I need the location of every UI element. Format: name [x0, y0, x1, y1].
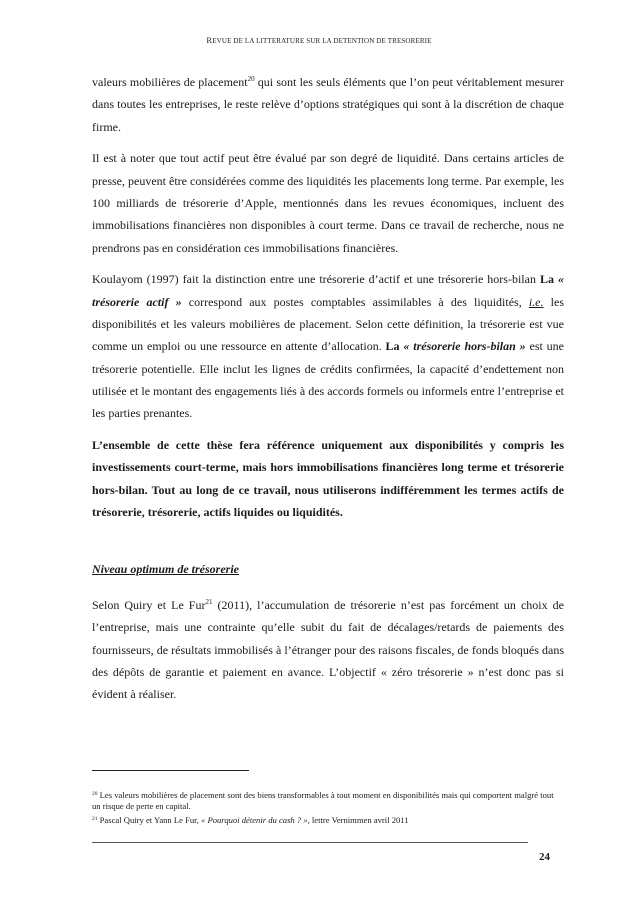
running-header: [0, 35, 638, 45]
footer-rule: [92, 842, 528, 843]
p3-text-d: est une trésorerie potentielle. Elle inclut les lignes de crédits confirmées, la capacité d’endettement non utilisée et le montant des engagements liés à des accords formels ou informels entre l’entreprise et les parties prenantes.: [92, 339, 565, 421]
running-header-initial: R: [206, 35, 213, 45]
footnote-21: [92, 815, 564, 826]
paragraph-1: [92, 71, 564, 138]
section-title: Niveau optimum de trésorerie: [92, 562, 239, 576]
term-tresorerie-actif: « trésorerie actif »: [92, 272, 564, 309]
body-text: [92, 71, 564, 523]
paragraph-5: [92, 594, 564, 705]
paragraph-2: Il est à noter que tout actif peut être évalué par son degré de liquidité. Dans certains articles de presse, peuvent être considérées comme des liquidités les placements long terme. Par exemple, les 100 milliards de trésorerie d’Apple, mentionnés dans les revues économiques, incluent des immobilisations financières non disponibles à court terme. Dans ce travail de recherche, nous ne prendrons pas en considération ces immobilisations financières.: [92, 151, 564, 255]
p3-text-c: les disponibilités et les valeurs mobilières de placement. Selon cette définition, la trésorerie est vue comme un emploi ou une ressource en attente d’allocation.: [92, 294, 564, 354]
footnote-20-number: 20: [92, 791, 98, 797]
footnote-21-text-b: , lettre Vernimmen avril 2011: [307, 815, 409, 825]
p1-text-a: valeurs mobilières de placement: [92, 75, 248, 89]
footnote-ref-20[interactable]: 20: [247, 75, 255, 83]
paragraph-4-bold: L’ensemble de cette thèse fera référence uniquement aux disponibilités y compris les investissements court-terme, mais hors immobilisations financières long terme et trésorerie hors-bilan. Tout au long de ce travail, nous utiliserons indifféremment les termes actifs de trésorerie, trésorerie, actifs liquides ou liquidités.: [92, 437, 564, 519]
footnote-21-text-a: Pascal Quiry et Yann Le Fur,: [97, 815, 201, 825]
p3-text-a: Koulayom (1997) fait la distinction entre une trésorerie d’actif et une trésorerie hors-bilan: [92, 272, 540, 287]
footnote-21-title: « Pourquoi détenir du cash ? »: [201, 815, 308, 825]
p3-text-b: correspond aux postes comptables assimilables à des liquidités,: [181, 294, 529, 309]
p5-text-a: Selon Quiry et Le Fur: [92, 598, 206, 612]
footnote-21-number: 21: [92, 816, 98, 822]
term-tresorerie-hors-bilan: « trésorerie hors-bilan »: [403, 339, 526, 354]
p1-text-b: qui sont les seuls éléments que l’on peut véritablement mesurer dans toutes les entreprises, le reste relève d’options stratégiques qui sont à la discrétion de chaque firme.: [92, 75, 564, 134]
footnote-20-text: Les valeurs mobilières de placement sont des biens transformables à tout moment en disponibilités mais qui comportent malgré tout un risque de perte en capital.: [92, 790, 554, 811]
p3-bold-la-2: La: [385, 339, 400, 354]
p3-ie: i.e.: [528, 294, 544, 309]
p5-text-b: (2011), l’accumulation de trésorerie n’est pas forcément un choix de l’entreprise, mais une contrainte qu’elle subit du fait de décalages/retards de paiements des fournisseurs, de résultats immobilisés à l’étranger pour des raisons fiscales, de fonds bloqués dans des dépôts de garantie et paiement en avance. L’objectif « zéro trésorerie » n’est donc pas si évident à réaliser.: [92, 598, 564, 702]
page-number: 24: [539, 851, 550, 863]
paragraph-3: [92, 268, 564, 424]
running-header-text: EVUE DE LA LITTERATURE SUR LA DETENTION DE TRESORERIE: [212, 37, 432, 45]
body-text-2: [92, 594, 564, 705]
footnote-20: [92, 790, 564, 812]
p3-bold-la: La: [539, 272, 558, 287]
footnote-separator: [92, 770, 249, 771]
footnote-ref-21[interactable]: 21: [205, 598, 213, 606]
